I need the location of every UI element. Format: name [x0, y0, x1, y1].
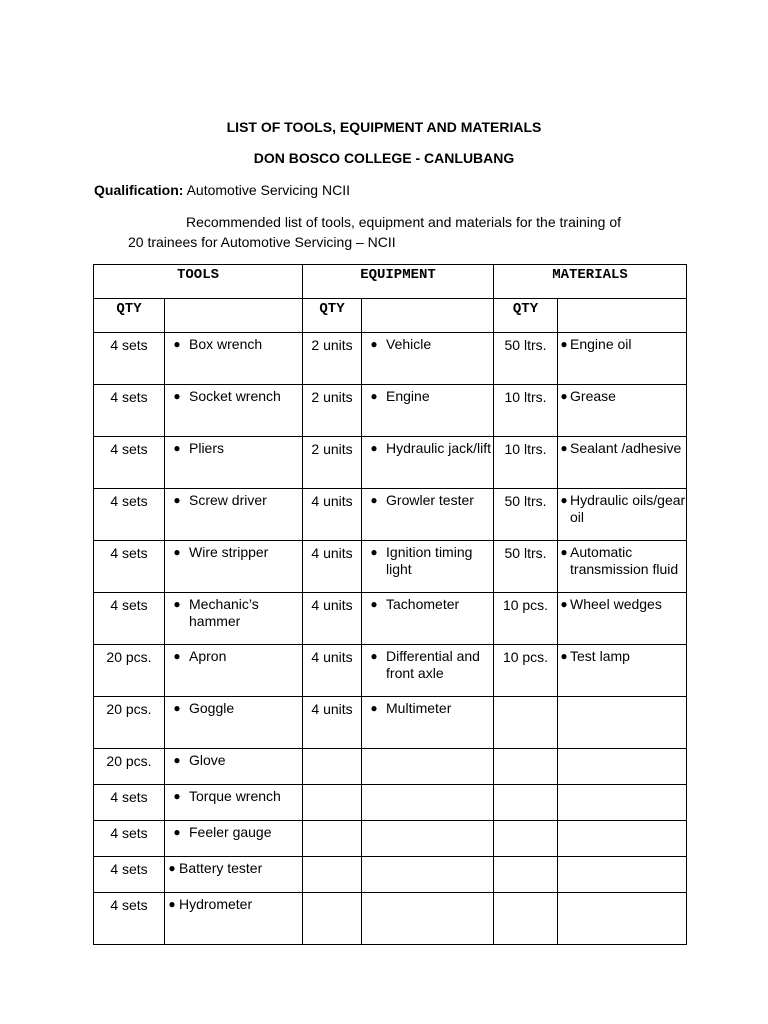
- tool-name-text: Torque wrench: [189, 788, 281, 804]
- tool-qty: 4 sets: [94, 857, 165, 893]
- material-qty: [494, 857, 558, 893]
- bullet-icon: ●: [173, 389, 181, 403]
- bullet-icon: ●: [168, 861, 176, 875]
- table-row: [94, 749, 687, 785]
- bullet-icon: ●: [173, 753, 181, 767]
- bullet-icon: ●: [173, 597, 181, 611]
- table-row: [94, 541, 687, 593]
- document-title: LIST OF TOOLS, EQUIPMENT AND MATERIALS: [226, 119, 542, 135]
- bullet-icon: ●: [370, 441, 378, 455]
- material-qty: 10 pcs.: [494, 645, 558, 697]
- equipment-qty: [303, 893, 362, 945]
- tool-qty: 4 sets: [94, 821, 165, 857]
- tool-name-text: Battery tester: [179, 860, 263, 876]
- table-row: [94, 489, 687, 541]
- material-qty: 50 ltrs.: [494, 541, 558, 593]
- tool-name-text: Goggle: [189, 700, 235, 716]
- tool-qty: 20 pcs.: [94, 697, 165, 749]
- material-name-text: Engine oil: [570, 336, 632, 352]
- qualification-line: [94, 182, 350, 198]
- equipment-name: [362, 489, 494, 541]
- bullet-icon: ●: [173, 493, 181, 507]
- table-row: [94, 645, 687, 697]
- school-name: DON BOSCO COLLEGE - CANLUBANG: [253, 150, 515, 166]
- qualification-label: Qualification:: [94, 182, 184, 198]
- bullet-icon: ●: [173, 789, 181, 803]
- tools-header: TOOLS: [94, 265, 303, 299]
- bullet-icon: ●: [370, 649, 378, 663]
- material-name: [558, 697, 687, 749]
- equipment-qty: 4 units: [303, 697, 362, 749]
- tool-name: [165, 489, 303, 541]
- equipment-name-text: Multimeter: [386, 700, 452, 716]
- equipment-qty: 2 units: [303, 437, 362, 489]
- equipment-name: [362, 645, 494, 697]
- tool-name-text: Wire stripper: [189, 544, 269, 560]
- material-name: [558, 333, 687, 385]
- tool-qty: 4 sets: [94, 893, 165, 945]
- tool-name-text: Box wrench: [189, 336, 263, 352]
- equipment-name: [362, 821, 494, 857]
- equipment-name-text: Differential and front axle: [386, 648, 480, 681]
- tool-qty: 4 sets: [94, 385, 165, 437]
- bullet-icon: ●: [173, 825, 181, 839]
- equipment-name: [362, 893, 494, 945]
- tool-name-text: Mechanic’s hammer: [189, 596, 259, 629]
- bullet-icon: ●: [560, 389, 568, 403]
- materials-header: MATERIALS: [494, 265, 687, 299]
- equipment-name: [362, 697, 494, 749]
- tool-name: [165, 645, 303, 697]
- material-qty: [494, 749, 558, 785]
- bullet-icon: ●: [173, 337, 181, 351]
- tool-name-text: Pliers: [189, 440, 225, 456]
- material-qty: [494, 697, 558, 749]
- table-row: [94, 821, 687, 857]
- material-name-text: Test lamp: [570, 648, 630, 664]
- qualification-value: Automotive Servicing NCII: [186, 182, 350, 198]
- tool-qty: 20 pcs.: [94, 645, 165, 697]
- bullet-icon: ●: [560, 649, 568, 663]
- tools-qty-header: QTY: [94, 299, 165, 333]
- intro-line-2: 20 trainees for Automotive Servicing – NCII: [128, 234, 396, 250]
- bullet-icon: ●: [173, 545, 181, 559]
- material-name-text: Wheel wedges: [570, 596, 662, 612]
- bullet-icon: ●: [370, 545, 378, 559]
- material-name: [558, 541, 687, 593]
- tool-name-text: Apron: [189, 648, 227, 664]
- tool-name-text: Screw driver: [189, 492, 267, 508]
- material-name: [558, 385, 687, 437]
- table-row: [94, 385, 687, 437]
- material-qty: [494, 893, 558, 945]
- tool-name-text: Glove: [189, 752, 226, 768]
- bullet-icon: ●: [370, 493, 378, 507]
- tool-qty: 4 sets: [94, 489, 165, 541]
- equipment-name: [362, 785, 494, 821]
- intro-line-1: Recommended list of tools, equipment and materials for the training of: [186, 214, 622, 230]
- bullet-icon: ●: [560, 337, 568, 351]
- material-name-text: Grease: [570, 388, 616, 404]
- bullet-icon: ●: [560, 545, 568, 559]
- tool-name-text: Hydrometer: [179, 896, 253, 912]
- bullet-icon: ●: [173, 441, 181, 455]
- table-row: [94, 593, 687, 645]
- equipment-name: [362, 857, 494, 893]
- tool-qty: 4 sets: [94, 541, 165, 593]
- equipment-header: EQUIPMENT: [303, 265, 494, 299]
- tool-name: [165, 785, 303, 821]
- equipment-qty: 2 units: [303, 385, 362, 437]
- equipment-qty: 4 units: [303, 645, 362, 697]
- equipment-name-text: Hydraulic jack/lift: [386, 440, 492, 456]
- material-name-text: Sealant /adhesive: [570, 440, 682, 456]
- materials-name-header: [558, 299, 687, 333]
- equipment-qty: 4 units: [303, 489, 362, 541]
- tool-name: [165, 385, 303, 437]
- bullet-icon: ●: [560, 493, 568, 507]
- material-name: [558, 749, 687, 785]
- equipment-qty: [303, 749, 362, 785]
- tool-name: [165, 541, 303, 593]
- equipment-name-text: Ignition timing light: [386, 544, 473, 577]
- equipment-qty: [303, 821, 362, 857]
- material-name: [558, 821, 687, 857]
- bullet-icon: ●: [560, 597, 568, 611]
- material-qty: 50 ltrs.: [494, 333, 558, 385]
- equipment-qty: [303, 785, 362, 821]
- equipment-name: [362, 749, 494, 785]
- table-row: [94, 333, 687, 385]
- equipment-name-text: Tachometer: [386, 596, 460, 612]
- bullet-icon: ●: [173, 649, 181, 663]
- tool-qty: 4 sets: [94, 593, 165, 645]
- material-qty: 10 pcs.: [494, 593, 558, 645]
- material-name-text: Automatic transmission fluid: [570, 544, 679, 577]
- material-qty: [494, 821, 558, 857]
- tool-qty: 4 sets: [94, 333, 165, 385]
- equipment-qty: [303, 857, 362, 893]
- equipment-name: [362, 385, 494, 437]
- tool-name-text: Socket wrench: [189, 388, 281, 404]
- tool-name: [165, 697, 303, 749]
- tool-qty: 4 sets: [94, 785, 165, 821]
- material-name: [558, 785, 687, 821]
- equipment-qty: 4 units: [303, 593, 362, 645]
- material-qty: 10 ltrs.: [494, 385, 558, 437]
- tool-name: [165, 437, 303, 489]
- material-qty: [494, 785, 558, 821]
- tools-name-header: [165, 299, 303, 333]
- bullet-icon: ●: [370, 597, 378, 611]
- bullet-icon: ●: [560, 441, 568, 455]
- equipment-name-text: Engine: [386, 388, 430, 404]
- table-row: [94, 697, 687, 749]
- table-row: [94, 857, 687, 893]
- equipment-name-text: Vehicle: [386, 336, 432, 352]
- material-name-text: Hydraulic oils/gear oil: [570, 492, 686, 525]
- material-name: [558, 893, 687, 945]
- material-name: [558, 857, 687, 893]
- bullet-icon: ●: [173, 701, 181, 715]
- tools-equipment-materials-table: [93, 264, 687, 945]
- tool-name: [165, 333, 303, 385]
- tool-name: [165, 593, 303, 645]
- tool-qty: 20 pcs.: [94, 749, 165, 785]
- table-row: [94, 893, 687, 945]
- material-qty: 10 ltrs.: [494, 437, 558, 489]
- equipment-name: [362, 593, 494, 645]
- material-name: [558, 645, 687, 697]
- table-row: [94, 785, 687, 821]
- bullet-icon: ●: [168, 897, 176, 911]
- tool-name: [165, 857, 303, 893]
- bullet-icon: ●: [370, 389, 378, 403]
- equipment-qty-header: QTY: [303, 299, 362, 333]
- tool-name: [165, 821, 303, 857]
- material-name: [558, 437, 687, 489]
- bullet-icon: ●: [370, 337, 378, 351]
- equipment-name-text: Growler tester: [386, 492, 474, 508]
- equipment-name: [362, 541, 494, 593]
- tool-name-text: Feeler gauge: [189, 824, 272, 840]
- equipment-name: [362, 437, 494, 489]
- tool-name: [165, 749, 303, 785]
- materials-qty-header: QTY: [494, 299, 558, 333]
- equipment-name-header: [362, 299, 494, 333]
- table-row: [94, 437, 687, 489]
- tool-name: [165, 893, 303, 945]
- equipment-qty: 4 units: [303, 541, 362, 593]
- bullet-icon: ●: [370, 701, 378, 715]
- tool-qty: 4 sets: [94, 437, 165, 489]
- material-name: [558, 593, 687, 645]
- equipment-name: [362, 333, 494, 385]
- material-name: [558, 489, 687, 541]
- equipment-qty: 2 units: [303, 333, 362, 385]
- material-qty: 50 ltrs.: [494, 489, 558, 541]
